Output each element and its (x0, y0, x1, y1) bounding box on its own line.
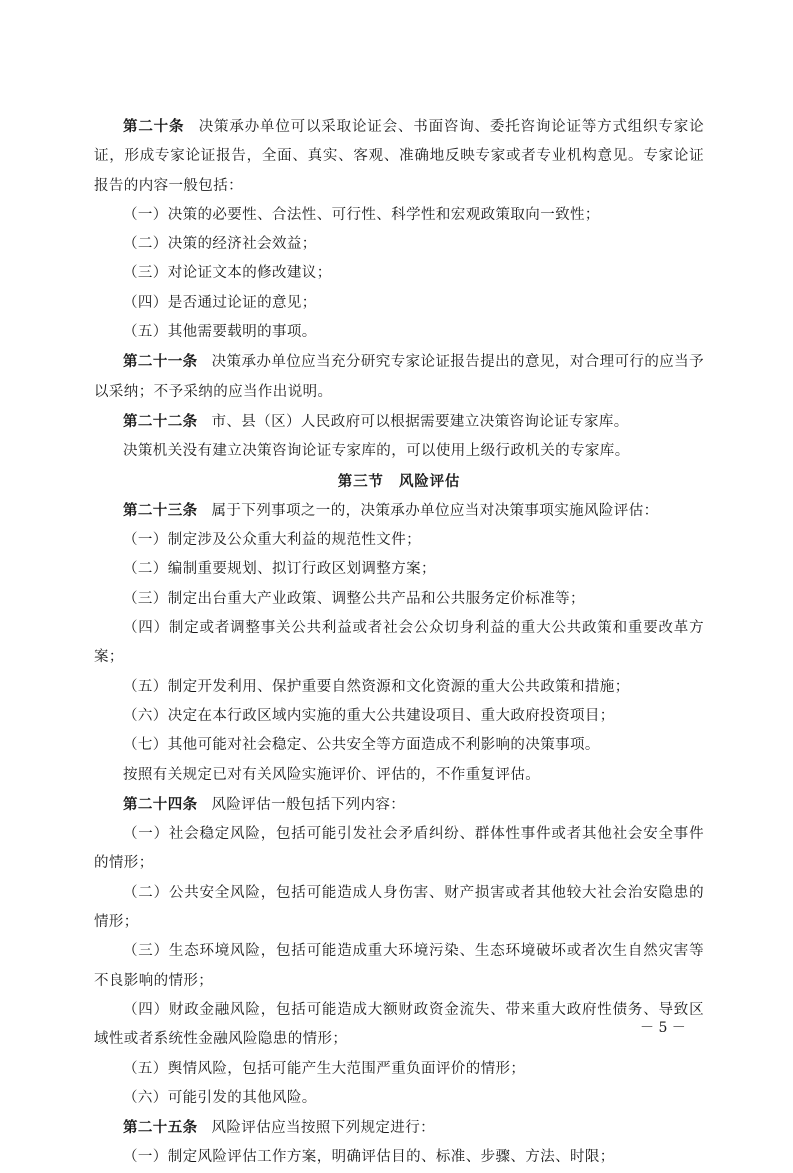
list-item: （五）舆情风险，包括可能产生大范围严重负面评价的情形； (123, 1060, 526, 1077)
article-number: 第二十条 (123, 118, 185, 135)
section-heading: 第三节 风险评估 (337, 472, 461, 490)
list-item: （二）决策的经济社会效益； (123, 236, 317, 253)
list-item: （二）公共安全风险，包括可能造成人身伤害、财产损害或者其他较大社会治安隐患的情形； (94, 884, 704, 931)
list-item: 按照有关规定已对有关风险实施评价、评估的，不作重复评估。 (123, 766, 541, 783)
article-text: 决策承办单位可以采取论证会、书面咨询、委托咨询论证等方式组织专家论证，形成专家论证报告，全面、真实、客观、准确地反映专家或者专业机构意见。专家论证报告的内容一般包括： (94, 119, 704, 194)
list-item: （一）制定风险评估工作方案，明确评估目的、标准、步骤、方法、时限； (123, 1149, 615, 1166)
article-paragraph (94, 112, 704, 201)
article-text: 风险评估应当按照下列规定进行： (211, 1120, 435, 1137)
article-number: 第二十一条 (123, 353, 198, 371)
list-item: （六）可能引发的其他风险。 (123, 1089, 317, 1106)
article-paragraph (94, 1113, 704, 1143)
list-item: （四）财政金融风险，包括可能造成大额财政资金流失、带来重大政府性债务、导致区域性或者系统性金融风险隐患的情形； (94, 1001, 704, 1048)
list-item: 决策机关没有建立决策咨询论证专家库的，可以使用上级行政机关的专家库。 (123, 443, 630, 460)
article-text: 风险评估一般包括下列内容： (211, 796, 406, 813)
list-item: （一）决策的必要性、合法性、可行性、科学性和宏观政策取向一致性； (123, 206, 600, 223)
article-text: 属于下列事项之一的，决策承办单位应当对决策事项实施风险评估： (211, 502, 659, 519)
article-number: 第二十三条 (123, 501, 198, 519)
list-item: （七）其他可能对社会稳定、公共安全等方面造成不利影响的决策事项。 (123, 737, 600, 754)
list-item: （二）编制重要规划、拟订行政区划调整方案； (123, 561, 436, 578)
list-item: （四）是否通过论证的意见； (123, 294, 317, 311)
list-item: （六）决定在本行政区域内实施的重大公共建设项目、重大政府投资项目； (123, 707, 615, 724)
article-paragraph (94, 790, 704, 820)
list-item: （一）社会稳定风险，包括可能引发社会矛盾纠纷、群体性事件或者其他社会安全事件的情形； (94, 826, 704, 872)
list-item: （三）制定出台重大产业政策、调整公共产品和公共服务定价标准等； (123, 590, 585, 607)
list-item: （五）制定开发利用、保护重要自然资源和文化资源的重大公共政策和措施； (123, 678, 630, 695)
article-paragraph (94, 347, 704, 407)
page-number: － 5 － (640, 1020, 686, 1036)
article-number: 第二十四条 (123, 795, 198, 813)
article-number: 第二十二条 (123, 412, 198, 430)
list-item: （四）制定或者调整事关公共利益或者社会公众切身利益的重大公共政策和重要改革方案； (94, 620, 704, 666)
article-text: 决策承办单位应当充分研究专家论证报告提出的意见，对合理可行的应当予以采纳；不予采纳的应当作出说明。 (94, 354, 704, 400)
document-body (94, 112, 704, 1173)
list-item: （三）对论证文本的修改建议； (123, 265, 332, 282)
article-paragraph (94, 407, 704, 437)
list-item: （一）制定涉及公众重大利益的规范性文件； (123, 532, 421, 549)
article-text: 市、县（区）人民政府可以根据需要建立决策咨询论证专家库。 (211, 413, 629, 430)
article-paragraph (94, 496, 704, 526)
article-number: 第二十五条 (123, 1119, 198, 1137)
list-item: （五）其他需要载明的事项。 (123, 324, 317, 341)
list-item: （三）生态环境风险，包括可能造成重大环境污染、生态环境破坏或者次生自然灾害等不良影响的情形； (94, 943, 704, 989)
